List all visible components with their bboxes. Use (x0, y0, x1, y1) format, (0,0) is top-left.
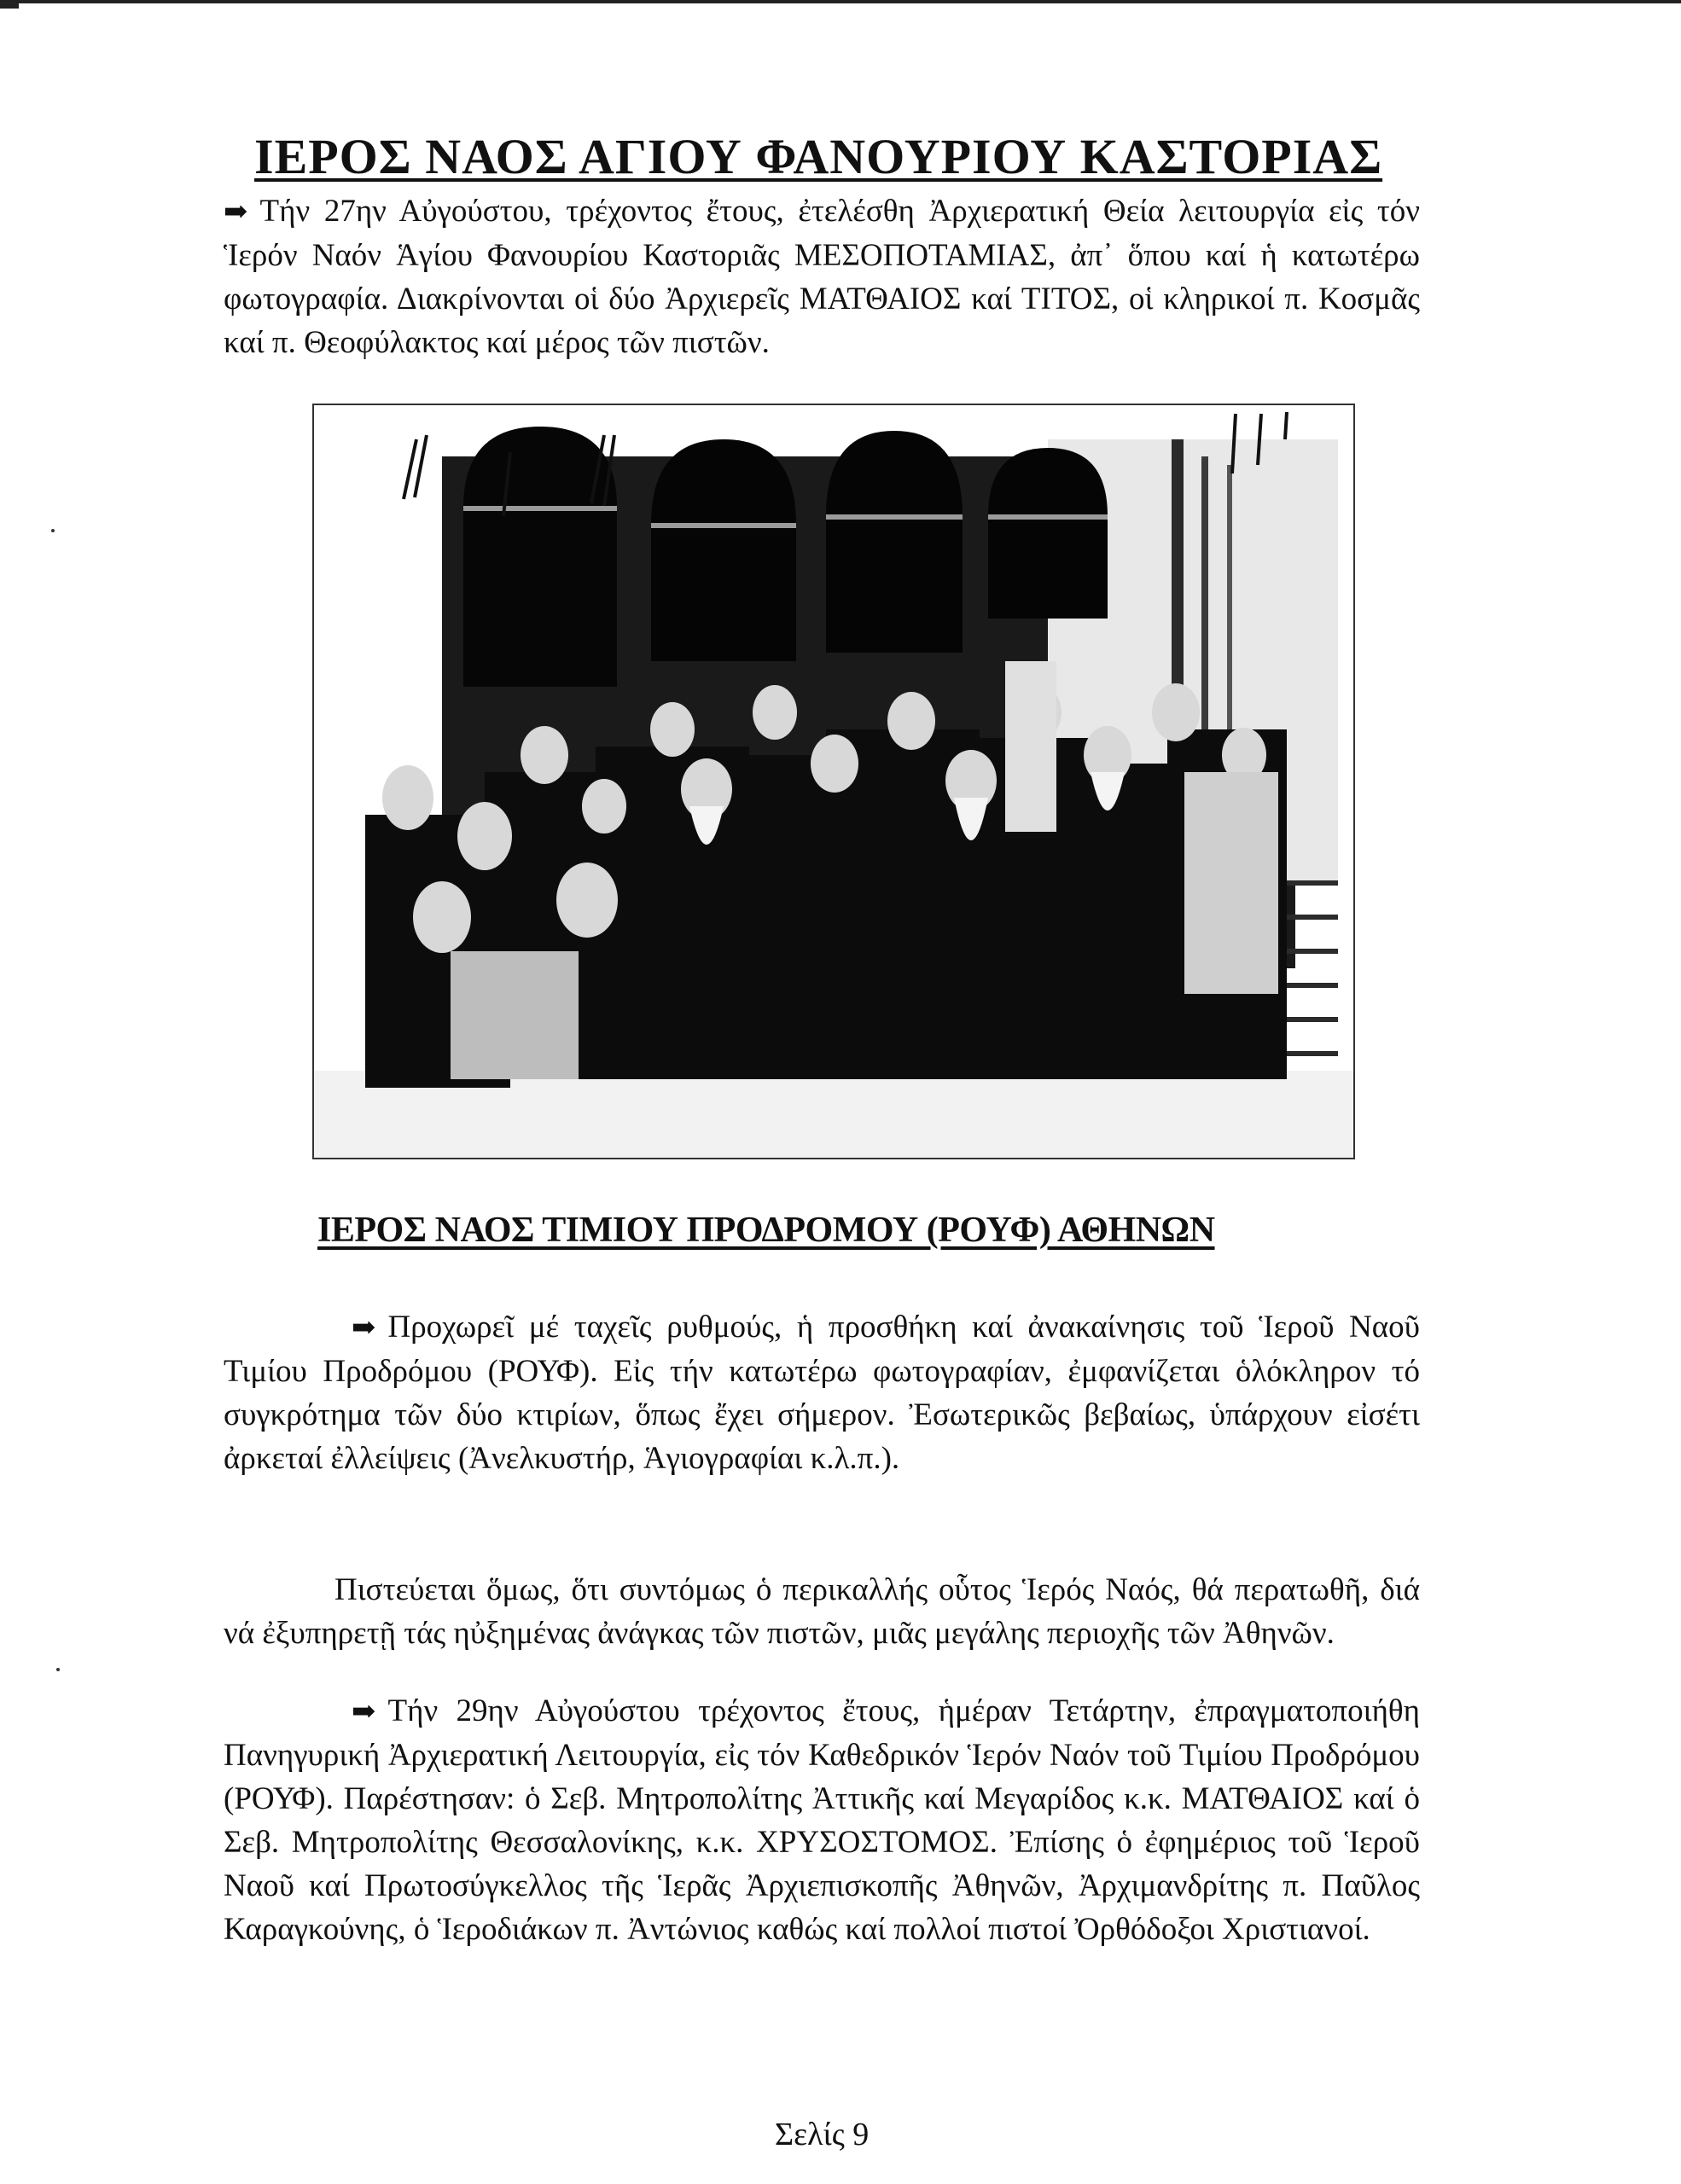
paragraph-text: Τήν 29ην Αὐγούστου τρέχοντος ἔτους, ἡμέραν Τετάρτην, ἐπραγματοποιήθη Πανηγυρική Ἀρχιερατική Λειτουργία, εἰς τόν Καθεδρικόν Ἱερόν Ναόν τοῦ Τιμίου Προδρόμου (ΡΟΥΦ). Παρέστησαν: ὁ Σεβ. Μητροπολίτης Ἀττικῆς καί Μεγαρίδος κ.κ. ΜΑΤΘΑΙΟΣ καί ὁ Σεβ. Μητροπολίτης Θεσσαλονίκης, κ.κ. ΧΡΥΣΟΣΤΟΜΟΣ. Ἐπίσης ὁ ἐφημέριος τοῦ Ἱεροῦ Ναοῦ καί Πρωτοσύγκελλος τῆς Ἱερᾶς Ἀρχιεπισκοπῆς Ἀθηνῶν, Ἀρχιμανδρίτης π. Παῦλος Καραγκούνης, ὁ Ἱεροδιάκων π. Ἀντώνιος καθώς καί πολλοί πιστοί Ὀρθόδοξοι Χριστιανοί. (224, 1693, 1420, 1947)
article-body-agios-fanourios (224, 189, 1420, 364)
right-arrow-icon: ➡ (224, 196, 248, 228)
page-top-rule (0, 0, 1681, 3)
article-body-paragraph-3 (224, 1689, 1420, 1951)
paragraph-text: Προχωρεῖ μέ ταχεῖς ρυθμούς, ἡ προσθήκη καί ἀνακαίνησις τοῦ Ἱεροῦ Ναοῦ Τιμίου Προδρόμου (ΡΟΥΦ). Εἰς τήν κατωτέρω φωτογραφίαν, ἐμφανίζεται ὁλόκληρον τό συγκρότημα τῶν δύο κτιρίων, ὅπως ἔχει σήμερον. Ἐσωτερικῶς βεβαίως, ὑπάρχουν εἰσέτι ἀρκεταί ἐλλείψεις (Ἀνελκυστήρ, Ἁγιογραφίαι κ.λ.π.). (224, 1310, 1420, 1476)
right-arrow-icon: ➡ (352, 1696, 376, 1728)
article-title-agios-fanourios: ΙΕΡΟΣ ΝΑΟΣ ΑΓΙΟΥ ΦΑΝΟΥΡΙΟΥ ΚΑΣΤΟΡΙΑΣ (254, 129, 1383, 184)
group-photograph (312, 404, 1355, 1159)
article-title-timios-prodromos: ΙΕΡΟΣ ΝΑΟΣ ΤΙΜΙΟΥ ΠΡΟΔΡΟΜΟΥ (ΡΟΥΦ) ΑΘΗΝΩΝ (317, 1211, 1215, 1250)
page-number: Σελίς 9 (775, 2117, 870, 2152)
page-corner-mark (0, 0, 19, 9)
right-arrow-icon: ➡ (352, 1312, 376, 1344)
scan-speck (56, 1668, 60, 1671)
photo-illustration (314, 405, 1353, 1158)
article-body-paragraph-1 (224, 1305, 1420, 1480)
article-body-paragraph-2: Πιστεύεται ὅμως, ὅτι συντόμως ὁ περικαλλής οὗτος Ἱερός Ναός, θά περατωθῆ, διά νά ἐξυπηρετῇ τάς ηὐξημένας ἀνάγκας τῶν πιστῶν, μιᾶς μεγάλης περιοχῆς τῶν Ἀθηνῶν. (224, 1572, 1420, 1651)
article-text: Τήν 27ην Αὐγούστου, τρέχοντος ἔτους, ἐτελέσθη Ἀρχιερατική Θεία λειτουργία εἰς τόν Ἱερόν Ναόν Ἁγίου Φανουρίου Καστοριᾶς ΜΕΣΟΠΟΤΑΜΙΑΣ, ἀπ᾽ ὅπου καί ἡ κατωτέρω φωτογραφία. Διακρίνονται οἱ δύο Ἀρχιερεῖς ΜΑΤΘΑΙΟΣ καί ΤΙΤΟΣ, οἱ κληρικοί π. Κοσμᾶς καί π. Θεοφύλακτος καί μέρος τῶν πιστῶν. (224, 194, 1420, 360)
scan-speck (51, 529, 55, 532)
